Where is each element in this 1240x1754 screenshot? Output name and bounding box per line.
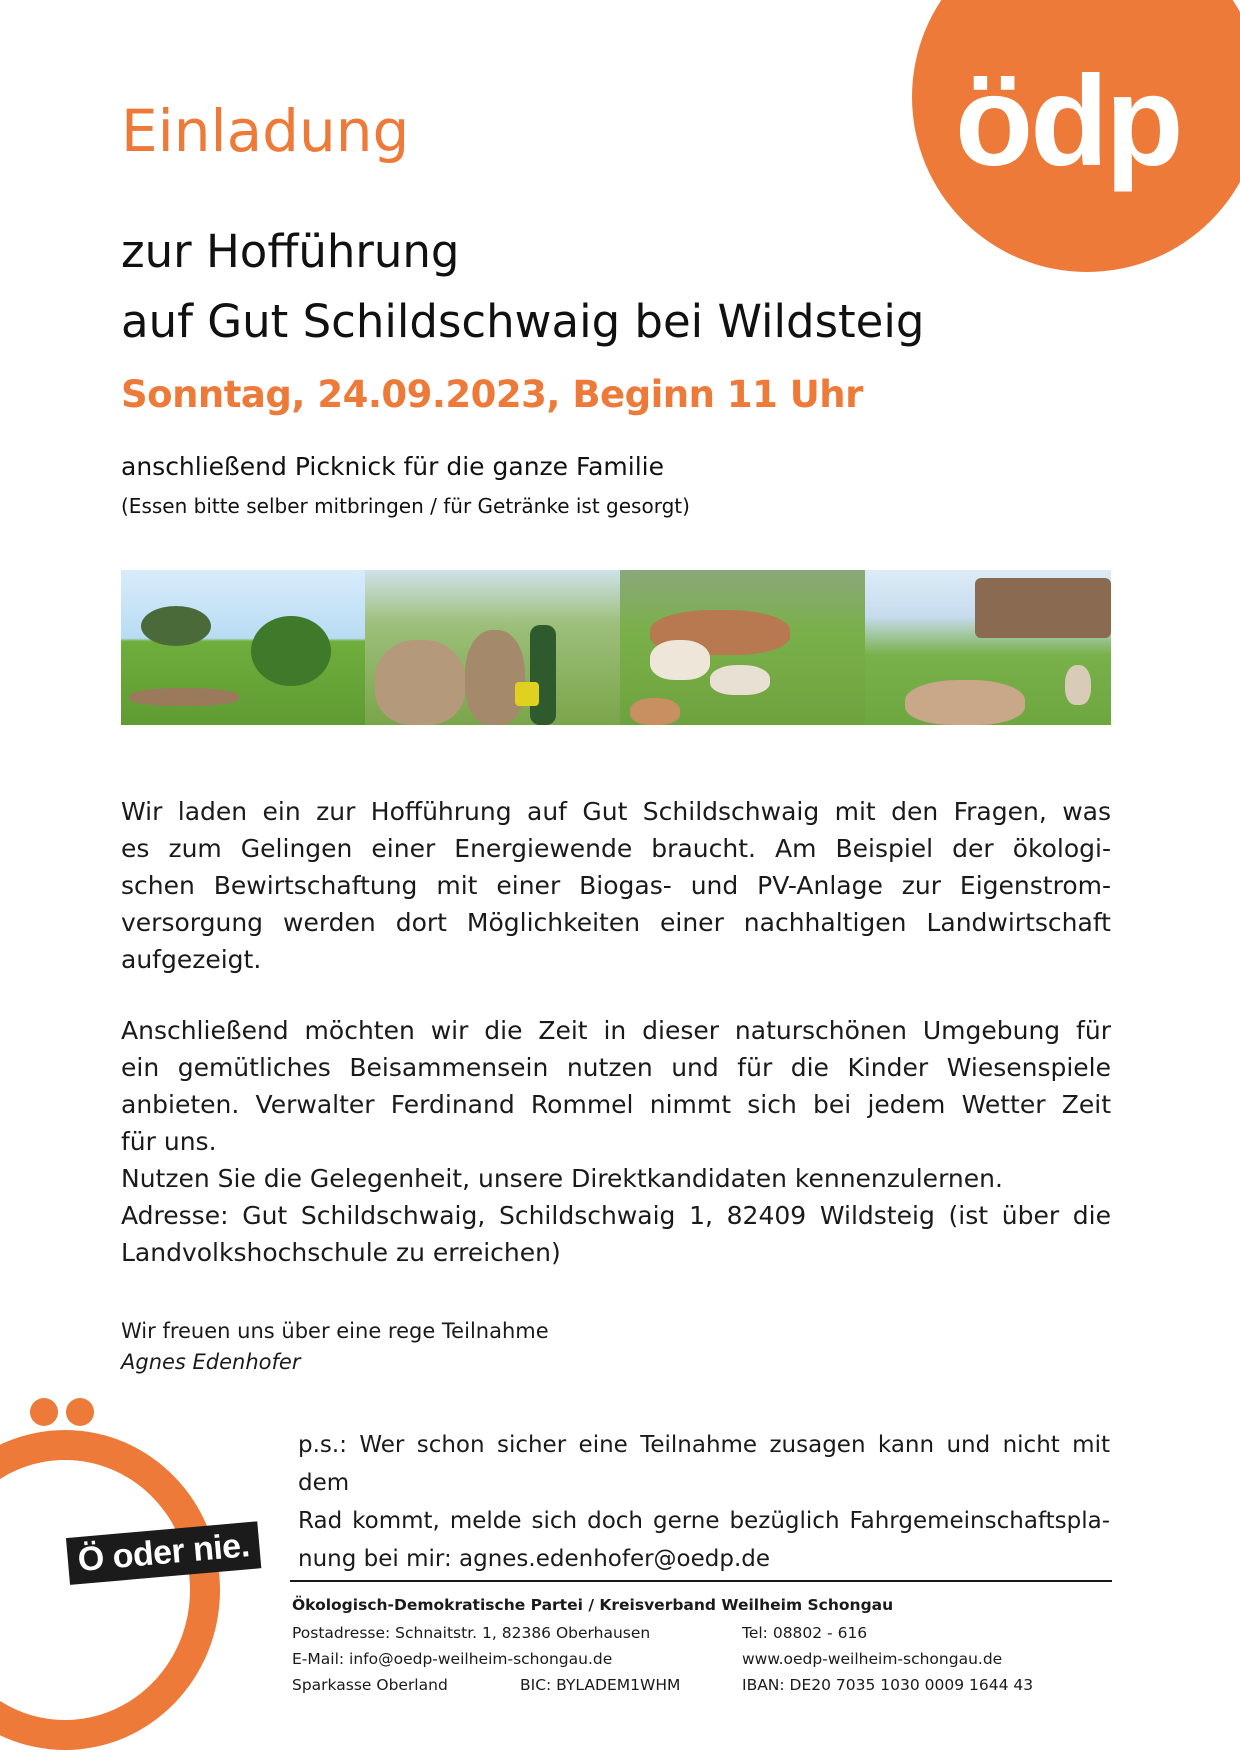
text-line: aufgezeigt. <box>121 945 262 974</box>
event-date: Sonntag, 24.09.2023, Beginn 11 Uhr <box>121 373 863 416</box>
paragraph-afterwards <box>121 1012 1111 1271</box>
slogan-badge: Ö oder nie. <box>66 1521 261 1585</box>
text-line: Rad kommt, melde sich doch gerne bezüglich Fahrgemeinschaftspla- <box>298 1508 1110 1534</box>
photo-calves-lying <box>620 570 865 725</box>
address-line: Adresse: Gut Schildschwaig, Schildschwaig 1, 82409 Wildsteig (ist über die <box>121 1201 1111 1230</box>
text-line: ein gemütliches Beisammensein nutzen und für die Kinder Wiesenspiele <box>121 1053 1111 1082</box>
text-line: Nutzen Sie die Gelegenheit, unsere Direktkandidaten kennenzulernen. <box>121 1164 1003 1193</box>
footer-bic: BIC: BYLADEM1WHM <box>520 1676 681 1694</box>
text-line: es zum Gelingen einer Energiewende braucht. Am Beispiel der ökologi- <box>121 834 1111 863</box>
text-line: versorgung werden dort Möglichkeiten einer nachhaltigen Landwirtschaft <box>121 908 1111 937</box>
signature: Agnes Edenhofer <box>121 1350 301 1374</box>
footer-address: Postadresse: Schnaitstr. 1, 82386 Oberhausen <box>292 1624 651 1642</box>
postscript <box>298 1426 1110 1578</box>
text-line: p.s.: Wer schon sicher eine Teilnahme zusagen kann und nicht mit dem <box>298 1432 1110 1496</box>
text-line: Wir laden ein zur Hofführung auf Gut Schildschwaig mit den Fragen, was <box>121 797 1111 826</box>
text-line: anbieten. Verwalter Ferdinand Rommel nimmt sich bei jedem Wetter Zeit <box>121 1090 1111 1119</box>
paragraph-intro <box>121 793 1111 978</box>
headline-line-2: auf Gut Schildschwaig bei Wildsteig <box>121 295 925 348</box>
oedp-logo-text: ödp <box>955 50 1181 193</box>
text-line: für uns. <box>121 1127 217 1156</box>
photo-strip <box>121 570 1111 725</box>
picnic-line: anschließend Picknick für die ganze Familie <box>121 452 664 481</box>
headline <box>121 217 924 357</box>
closing-text: Wir freuen uns über eine rege Teilnahme <box>121 1319 549 1343</box>
photo-farmer-feeding <box>365 570 620 725</box>
text-line: schen Bewirtschaftung mit einer Biogas- und PV-Anlage zur Eigenstrom- <box>121 871 1111 900</box>
footer-email: E-Mail: info@oedp-weilheim-schongau.de <box>292 1650 613 1668</box>
page-title: Einladung <box>121 97 410 165</box>
headline-line-1: zur Hofführung <box>121 225 460 278</box>
footer-bank: Sparkasse Oberland <box>292 1676 448 1694</box>
address-line: Landvolkshochschule zu erreichen) <box>121 1238 561 1267</box>
photo-farmhouse-cows <box>865 570 1111 725</box>
footer-website: www.oedp-weilheim-schongau.de <box>742 1650 1003 1668</box>
footer-iban: IBAN: DE20 7035 1030 0009 1644 43 <box>742 1676 1034 1694</box>
footer-organization: Ökologisch-Demokratische Partei / Kreisverband Weilheim Schongau <box>292 1596 894 1614</box>
photo-cows-pasture <box>121 570 365 725</box>
footer-divider <box>290 1580 1112 1582</box>
footer-phone: Tel: 08802 - 616 <box>742 1624 868 1642</box>
oe-logo-ring <box>0 1430 220 1750</box>
picnic-note: (Essen bitte selber mitbringen / für Getränke ist gesorgt) <box>121 494 690 518</box>
closing <box>121 1316 549 1378</box>
oe-logo-dot-left <box>30 1398 58 1426</box>
text-line: nung bei mir: agnes.edenhofer@oedp.de <box>298 1546 771 1572</box>
text-line: Anschließend möchten wir die Zeit in dieser naturschönen Umgebung für <box>121 1016 1111 1045</box>
oe-logo-dot-right <box>66 1398 94 1426</box>
